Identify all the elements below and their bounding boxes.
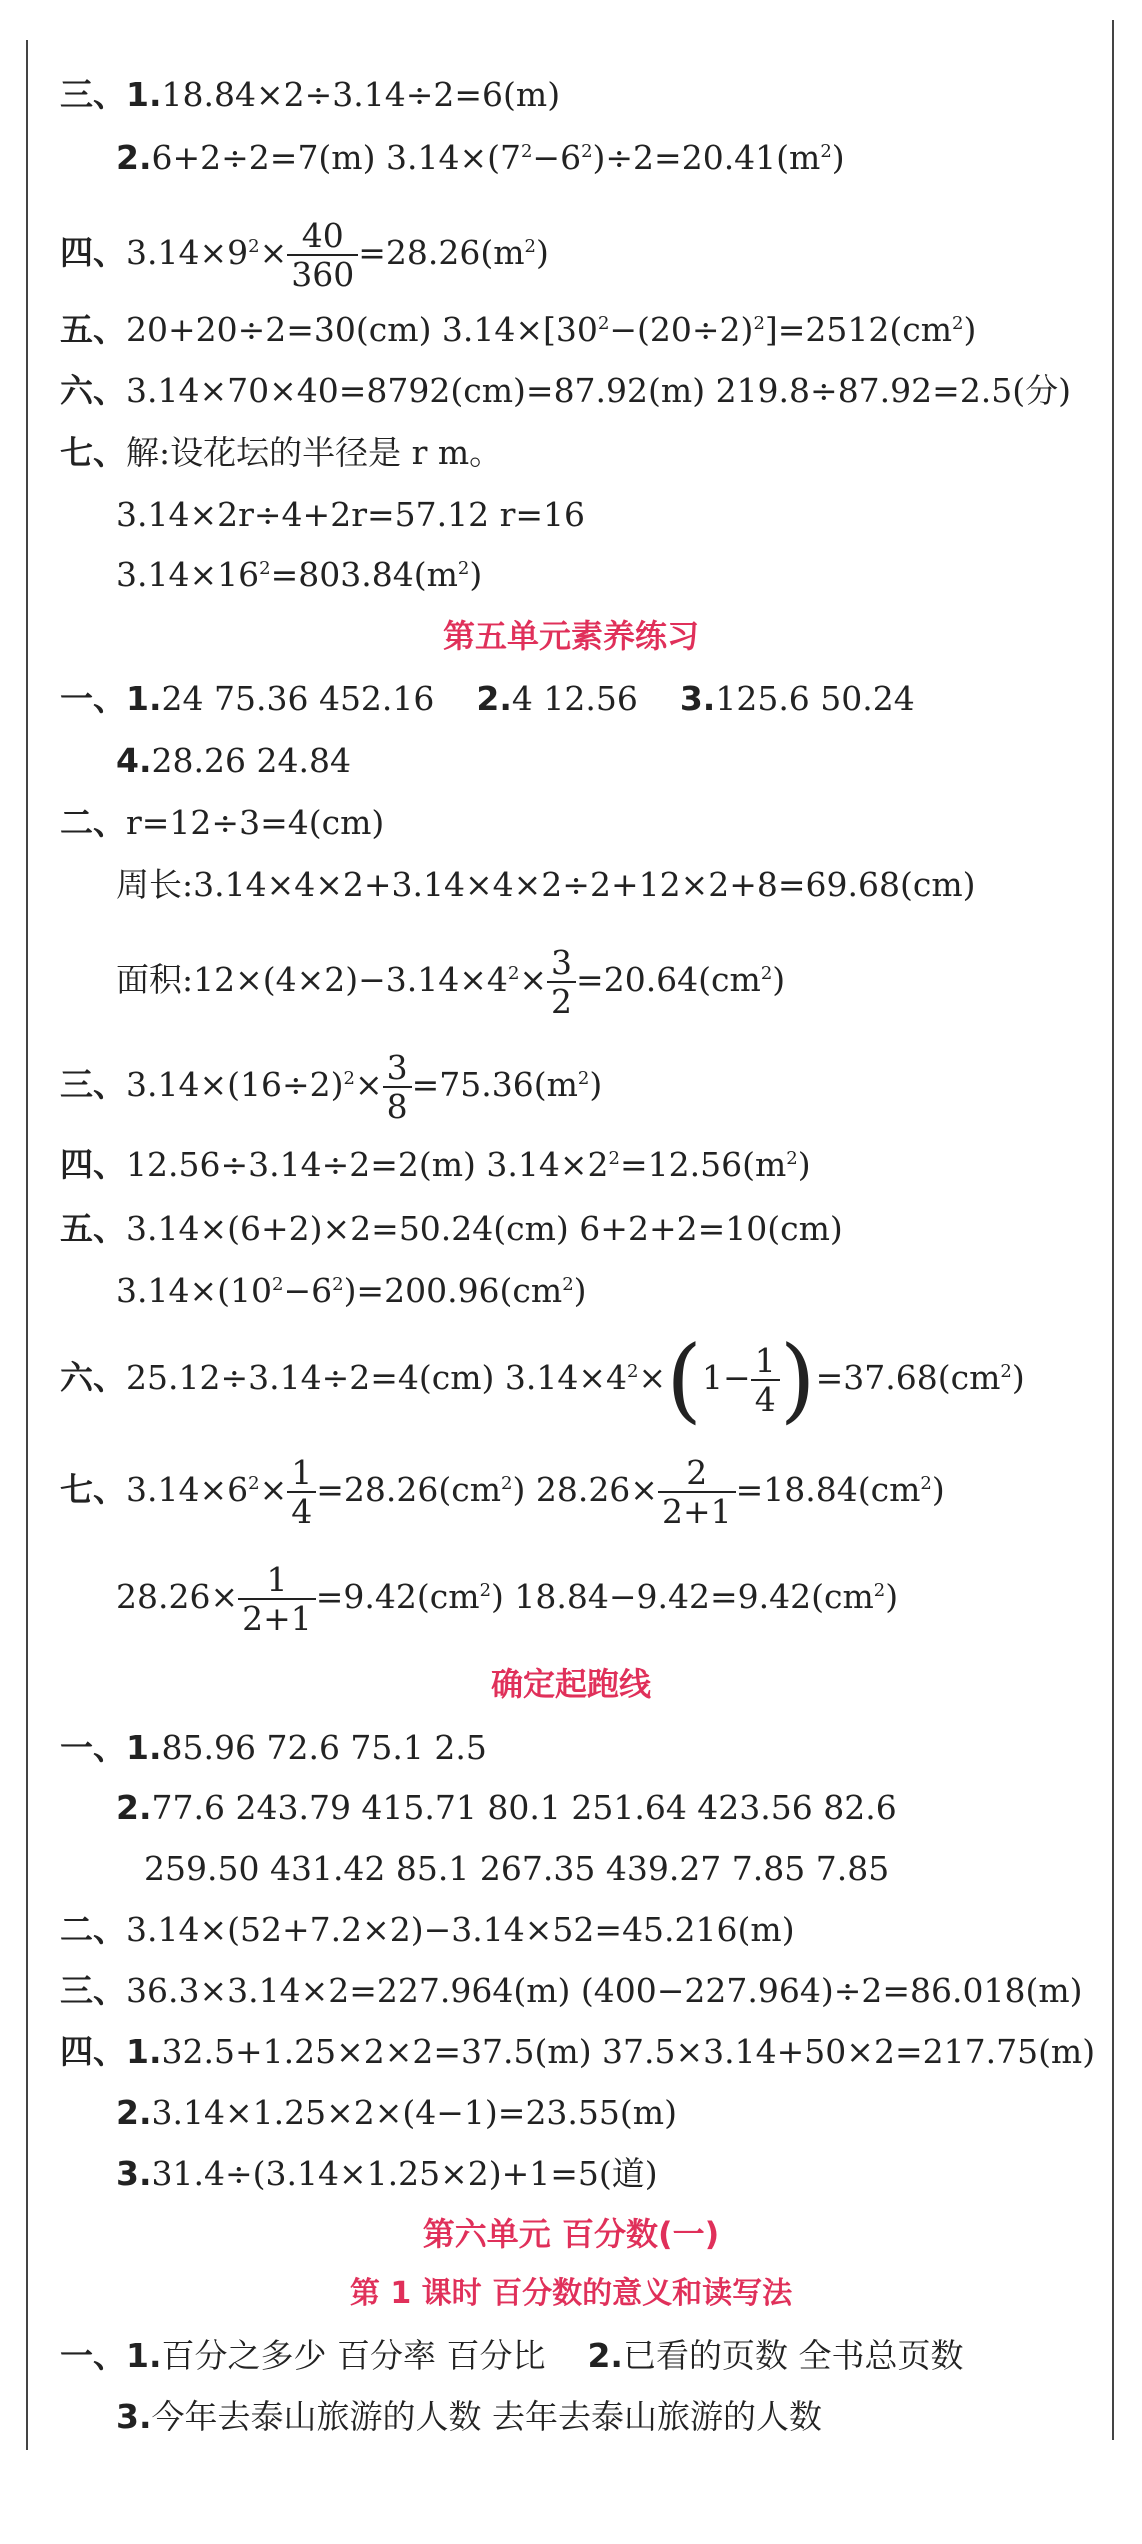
question-label: 七、	[60, 1470, 126, 1509]
u5-line-4	[116, 862, 976, 908]
u6-line-2	[116, 2394, 822, 2440]
item-number: 1.	[126, 75, 162, 114]
denominator: 2+1	[238, 1598, 316, 1635]
answer-text: 31.4÷(3.14×1.25×2)+1=5(道)	[151, 2154, 658, 2193]
answer-text: 36.3×3.14×2=227.964(m) (400−227.964)÷2=86.018(m)	[126, 1971, 1083, 2010]
answer-text: )	[963, 310, 977, 349]
answer-text: =803.84(m	[270, 555, 458, 594]
question-label: 三、	[60, 1971, 126, 2010]
exponent: 2	[753, 313, 765, 334]
answer-line-6	[60, 368, 1071, 414]
numerator: 40	[301, 216, 344, 255]
answer-text: 28.26×	[116, 1577, 239, 1616]
fraction	[383, 1048, 412, 1126]
numerator: 3	[386, 1048, 408, 1087]
item-number: 2.	[116, 1788, 152, 1827]
answer-text: ×	[519, 960, 548, 999]
answer-text: =28.26(cm	[316, 1470, 502, 1509]
exponent: 2	[248, 236, 260, 257]
question-label: 二、	[60, 1910, 126, 1949]
section-heading-lesson1: 第 1 课时 百分数的意义和读写法	[349, 2276, 793, 2311]
u5-line-3	[60, 800, 384, 846]
answer-text: −(20÷2)	[609, 310, 754, 349]
exponent: 2	[332, 1274, 344, 1295]
run-line-3	[144, 1846, 889, 1892]
exponent: 2	[507, 963, 520, 984]
answer-text: 已看的页数 全书总页数	[622, 2336, 964, 2375]
u5-line-12	[116, 1555, 898, 1639]
answer-text: ×	[259, 233, 288, 272]
question-label: 二、	[60, 803, 126, 842]
answer-line-3-1	[60, 72, 560, 118]
answer-text: )	[1011, 1358, 1025, 1397]
answer-text: 24 75.36 452.16	[161, 679, 435, 718]
section-heading-starting-line: 确定起跑线	[490, 1665, 651, 1703]
answer-text: 百分之多少 百分率 百分比	[161, 2336, 546, 2375]
question-label: 五、	[60, 1209, 126, 1248]
question-label: 六、	[60, 1358, 126, 1397]
denominator: 360	[287, 254, 358, 291]
answer-text: 32.5+1.25×2×2=37.5(m) 37.5×3.14+50×2=217.75(m)	[161, 2032, 1096, 2071]
item-number: 3.	[679, 679, 716, 718]
u6-line-1	[60, 2333, 963, 2379]
answer-text: )	[535, 233, 549, 272]
answer-text: ×	[354, 1065, 383, 1104]
answer-text: =12.56(m	[620, 1145, 787, 1184]
question-label: 四、	[60, 2032, 126, 2071]
exponent: 2	[581, 141, 593, 162]
large-paren: (	[666, 1326, 703, 1433]
answer-text: =28.26(m	[358, 233, 525, 272]
answer-text: 解:设花坛的半径是 r m。	[126, 433, 503, 472]
u5-line-11	[60, 1448, 945, 1532]
answer-line-7-2	[116, 492, 585, 538]
item-number: 2.	[476, 679, 512, 718]
question-label: 四、	[60, 1145, 126, 1184]
answer-text: 3.14×2r÷4+2r=57.12 r=16	[116, 495, 585, 534]
answer-line-4	[60, 216, 549, 294]
large-paren: )	[779, 1326, 816, 1433]
section-heading-unit5: 第五单元素养练习	[442, 617, 699, 655]
answer-text: )	[772, 960, 786, 999]
answer-text: )	[573, 1271, 587, 1310]
answer-text: =9.42(cm	[315, 1577, 480, 1616]
question-label: 一、	[60, 1728, 126, 1767]
answer-text: 28.26 24.84	[151, 741, 351, 780]
item-number: 4.	[116, 741, 152, 780]
run-line-1	[60, 1725, 487, 1771]
question-label: 七、	[60, 433, 126, 472]
answer-text: =18.84(cm	[735, 1470, 921, 1509]
exponent: 2	[597, 313, 610, 334]
answer-line-7-3	[116, 552, 482, 598]
exponent: 2	[501, 1473, 513, 1494]
answer-text: )	[831, 138, 845, 177]
answer-text: ×	[259, 1470, 288, 1509]
answer-text: 3.14×70×40=8792(cm)=87.92(m) 219.8÷87.92=2.5(分)	[126, 371, 1072, 410]
question-label: 三、	[60, 75, 126, 114]
item-number: 3.	[116, 2397, 152, 2436]
run-line-2	[116, 1785, 897, 1831]
item-number: 3.	[116, 2154, 152, 2193]
exponent: 2	[760, 963, 773, 984]
question-label: 五、	[60, 310, 126, 349]
right-margin-rule	[1112, 20, 1114, 2440]
question-label: 四、	[60, 233, 126, 272]
exponent: 2	[820, 141, 832, 162]
answer-text: 4 12.56	[511, 679, 638, 718]
u5-line-10	[60, 1326, 1025, 1433]
fraction	[547, 943, 576, 1021]
u5-line-1	[60, 676, 915, 722]
answer-text: 今年去泰山旅游的人数 去年去泰山旅游的人数	[151, 2397, 822, 2436]
answer-text: )	[885, 1577, 899, 1616]
answer-text: ) 28.26×	[512, 1470, 658, 1509]
answer-text: =75.36(m	[411, 1065, 578, 1104]
answer-text: 3.14×6	[126, 1470, 249, 1509]
exponent: 2	[259, 558, 271, 579]
exponent: 2	[577, 1068, 590, 1089]
item-number: 2.	[116, 138, 152, 177]
answer-line-7-1	[60, 430, 502, 476]
answer-text: 周长:3.14×4×2+3.14×4×2÷2+12×2+8=69.68(cm)	[116, 865, 976, 904]
fraction	[751, 1341, 780, 1419]
fraction	[658, 1453, 736, 1531]
exponent: 2	[272, 1274, 284, 1295]
answer-text: )	[469, 555, 483, 594]
exponent: 2	[479, 1580, 492, 1601]
question-label: 一、	[60, 2336, 126, 2375]
answer-text: 20+20÷2=30(cm) 3.14×[30	[126, 310, 598, 349]
run-line-7	[116, 2090, 677, 2136]
answer-text: 125.6 50.24	[715, 679, 915, 718]
answer-text: 3.14×(10	[116, 1271, 272, 1310]
answer-text: 3.14×(16÷2)	[126, 1065, 344, 1104]
item-number: 1.	[126, 679, 162, 718]
denominator: 8	[383, 1086, 412, 1123]
question-label: 一、	[60, 679, 126, 718]
answer-text: 12.56÷3.14÷2=2(m) 3.14×2	[126, 1145, 609, 1184]
exponent: 2	[343, 1068, 355, 1089]
answer-text: 3.14×1.25×2×(4−1)=23.55(m)	[151, 2093, 677, 2132]
item-number: 1.	[126, 2032, 162, 2071]
answer-text: 3.14×9	[126, 233, 249, 272]
section-heading-unit6: 第六单元 百分数(一)	[422, 2215, 720, 2253]
item-number: 1.	[126, 1728, 162, 1767]
exponent: 2	[524, 236, 536, 257]
answer-text: ) 18.84−9.42=9.42(cm	[491, 1577, 874, 1616]
answer-text: 3.14×(6+2)×2=50.24(cm) 6+2+2=10(cm)	[126, 1209, 843, 1248]
exponent: 2	[1000, 1361, 1012, 1382]
answer-text: =37.68(cm	[815, 1358, 1001, 1397]
numerator: 2	[686, 1453, 708, 1492]
answer-text: )=200.96(cm	[343, 1271, 563, 1310]
exponent: 2	[952, 313, 964, 334]
u5-line-7	[60, 1142, 811, 1188]
answer-text: 面积:12×(4×2)−3.14×4	[116, 960, 508, 999]
fraction	[238, 1560, 316, 1638]
exponent: 2	[562, 1274, 574, 1295]
answer-line-3-2	[116, 135, 845, 181]
answer-text: 1−	[702, 1358, 751, 1397]
answer-text: )÷2=20.41(m	[592, 138, 821, 177]
answer-text: ×	[638, 1358, 667, 1397]
question-label: 六、	[60, 371, 126, 410]
run-line-6	[60, 2029, 1095, 2075]
item-number: 2.	[116, 2093, 152, 2132]
exponent: 2	[627, 1361, 639, 1382]
u5-line-2	[116, 738, 351, 784]
u5-line-6	[60, 1045, 602, 1125]
numerator: 1	[291, 1453, 313, 1492]
answer-text: 18.84×2÷3.14÷2=6(m)	[161, 75, 561, 114]
answer-text: 3.14×(52+7.2×2)−3.14×52=45.216(m)	[126, 1910, 795, 1949]
answer-text: 77.6 243.79 415.71 80.1 251.64 423.56 82.6	[151, 1788, 897, 1827]
answer-text: )	[589, 1065, 603, 1104]
answer-text: r=12÷3=4(cm)	[126, 803, 385, 842]
answer-text: )	[931, 1470, 945, 1509]
answer-text: 3.14×16	[116, 555, 260, 594]
fraction	[287, 216, 358, 294]
numerator: 3	[551, 943, 573, 982]
u5-line-8	[60, 1206, 843, 1252]
exponent: 2	[786, 1148, 798, 1169]
exponent: 2	[873, 1580, 886, 1601]
question-label: 三、	[60, 1065, 126, 1104]
answer-text: 6+2÷2=7(m) 3.14×(7	[151, 138, 521, 177]
denominator: 4	[751, 1379, 780, 1416]
exponent: 2	[608, 1148, 620, 1169]
numerator: 1	[754, 1341, 776, 1380]
answer-text: =20.64(cm	[576, 960, 761, 999]
answer-text: 85.96 72.6 75.1 2.5	[161, 1728, 487, 1767]
u5-line-9	[116, 1268, 587, 1314]
denominator: 2+1	[658, 1491, 736, 1528]
answer-text: ]=2512(cm	[764, 310, 953, 349]
answer-text: 25.12÷3.14÷2=4(cm) 3.14×4	[126, 1358, 628, 1397]
answer-line-5	[60, 307, 976, 353]
left-margin-rule	[26, 40, 28, 2450]
fraction	[287, 1453, 316, 1531]
exponent: 2	[520, 141, 533, 162]
exponent: 2	[457, 558, 470, 579]
denominator: 4	[287, 1491, 316, 1528]
u5-line-5	[116, 940, 785, 1020]
answer-text: )	[797, 1145, 811, 1184]
numerator: 1	[266, 1560, 288, 1599]
exponent: 2	[248, 1473, 260, 1494]
exponent: 2	[920, 1473, 932, 1494]
answer-text: −6	[283, 1271, 333, 1310]
answer-text: 259.50 431.42 85.1 267.35 439.27 7.85 7.85	[144, 1849, 890, 1888]
run-line-4	[60, 1907, 795, 1953]
denominator: 2	[547, 981, 576, 1018]
run-line-5	[60, 1968, 1083, 2014]
answer-text: −6	[532, 138, 582, 177]
item-number: 2.	[587, 2336, 623, 2375]
run-line-8	[116, 2151, 658, 2197]
item-number: 1.	[126, 2336, 162, 2375]
